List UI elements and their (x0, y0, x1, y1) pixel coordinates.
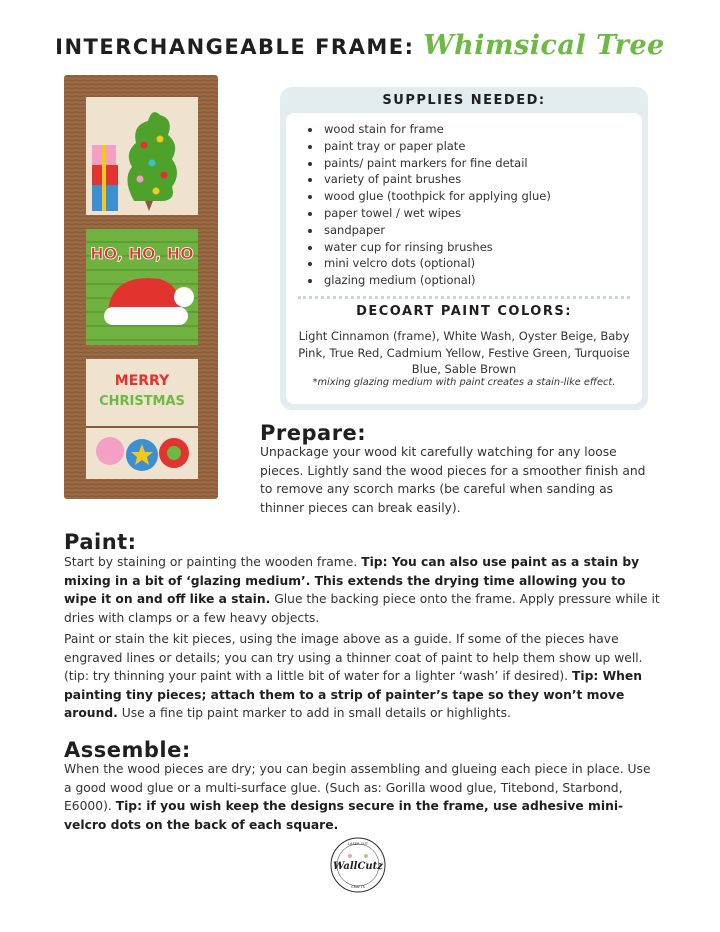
supplies-box (280, 87, 648, 410)
logo-brand: WallCutz (333, 861, 383, 872)
supplies-heading: SUPPLIES NEEDED: (382, 93, 546, 108)
paint-text-2a: Paint or stain the kit pieces, using the image above as a guide. If some of the pieces have engraved lines or details; you can try using a thinner coat of paint to help them show up well. (tip: try thinning your paint with a little bit of water for a lighter ‘wash’ if desired). (64, 632, 643, 684)
paint-heading: Paint: (64, 530, 137, 554)
assemble-heading: Assemble: (64, 738, 191, 762)
paint-colors-note: *mixing glazing medium with paint creates a stain-like effect. (312, 377, 616, 388)
assemble-text-a: When the wood pieces are dry; you can begin assembling and glueing each piece in place. Use a good wood glue or a multi-surface glue. (Such as: Gorilla wood glue, Titebond, Starbond, E6000). (64, 762, 651, 814)
logo-ring-bottom: CRAFTS (351, 885, 365, 889)
dotted-divider (298, 296, 630, 299)
paint-text-2 (64, 630, 660, 723)
paint-text-2b: Use a fine tip paint marker to add in small details or highlights. (117, 706, 511, 721)
paint-colors-heading: DECOART PAINT COLORS: (356, 304, 572, 319)
middle-panel-text: HO, HO, HO (90, 244, 194, 263)
paint-text-1b: Glue the backing piece onto the frame. Apply pressure while it dries with clamps or a few heavy objects. (64, 592, 660, 625)
supply-item: • sandpaper (322, 222, 551, 239)
bottom-panel-text-1: MERRY (114, 373, 170, 389)
assemble-tip: Tip: if you wish keep the designs secure in the frame, use adhesive mini-velcro dots on the back of each square. (64, 799, 624, 832)
logo-ring-top: LASER CUT (347, 842, 369, 846)
prepare-heading: Prepare: (260, 421, 367, 445)
bottom-panel-text-2: CHRISTMAS (99, 394, 185, 409)
title-script: Whimsical Tree (423, 30, 665, 61)
supply-item: • water cup for rinsing brushes (322, 239, 551, 256)
title-main: INTERCHANGEABLE FRAME (55, 35, 405, 59)
supply-item: • variety of paint brushes (322, 171, 551, 188)
supplies-list (304, 121, 551, 289)
wallcutz-logo (329, 836, 387, 894)
supply-item: • glazing medium (optional) (322, 272, 551, 289)
paint-tip-2: Tip: When painting tiny pieces; attach them to a strip of painter’s tape so they won’t move around. (64, 669, 643, 721)
supply-item: • paper towel / wet wipes (322, 205, 551, 222)
supply-item: • wood glue (toothpick for applying glue) (322, 188, 551, 205)
title-separator: : (404, 35, 415, 59)
prepare-text: Unpackage your wood kit carefully watching for any loose pieces. Lightly sand the wood pieces for a smoother finish and to remove any scorch marks (be careful when sanding as thinner pieces can break easily). (260, 445, 646, 515)
assemble-text (64, 760, 660, 834)
supply-item: • paint tray or paper plate (322, 138, 551, 155)
paint-tip-1: Tip: You can also use paint as a stain by mixing in a bit of ‘glazing medium’. This extends the drying time allowing you to wipe it on and off like a stain. (64, 555, 640, 607)
paint-text-1a: Start by staining or painting the wooden frame. (64, 555, 362, 569)
supplies-inner (286, 113, 642, 404)
paint-text-1 (64, 553, 660, 627)
paint-colors-list: Light Cinnamon (frame), White Wash, Oyster Beige, Baby Pink, True Red, Cadmium Yellow, Festive Green, Turquoise Blue, Sable Brown (298, 329, 630, 377)
page-title (0, 30, 720, 61)
supply-item: • paints/ paint markers for fine detail (322, 155, 551, 172)
supply-item: • wood stain for frame (322, 121, 551, 138)
product-image (64, 75, 218, 499)
supply-item: • mini velcro dots (optional) (322, 255, 551, 272)
